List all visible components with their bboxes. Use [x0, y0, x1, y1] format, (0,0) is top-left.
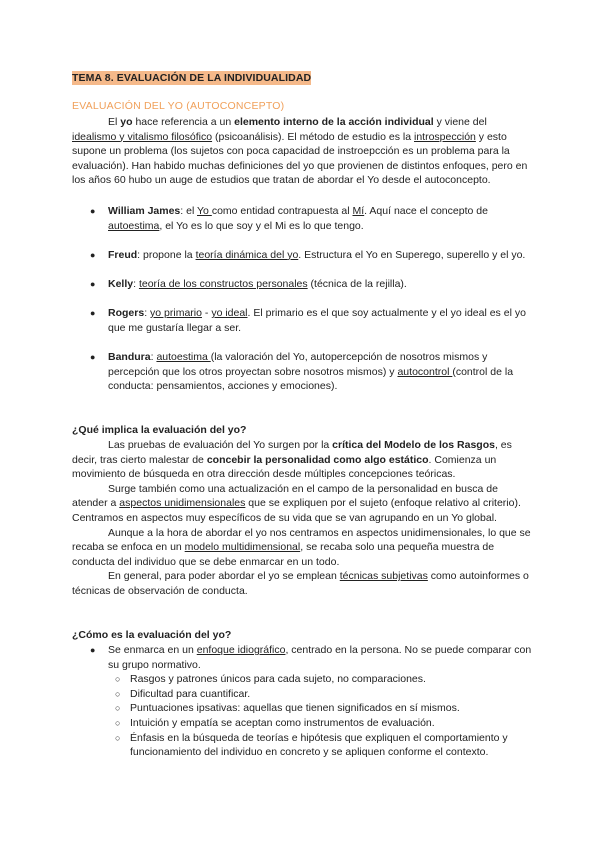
circle-bullet-icon: ○ [115, 688, 121, 699]
title-prefix: TEMA 8. [72, 72, 114, 84]
list-item-kelly: ● Kelly: teoría de los constructos personales (técnica de la rejilla). [90, 277, 407, 290]
circle-bullet-icon: ○ [115, 703, 121, 714]
paragraph-1: Las pruebas de evaluación del Yo surgen por la crítica del Modelo de los Rasgos, es decir, tras cierto malestar de concebir la personalidad como algo estático. Comienza un movimiento de búsqueda en otra dirección desde múltiples concepciones teóricas. [72, 439, 512, 481]
list-item-freud: ● Freud: propone la teoría dinámica del yo. Estructura el Yo en Superego, superello y el yo. [90, 248, 526, 261]
list-item-william-james: ● William James: el Yo como entidad contrapuesta al Mí. Aquí nace el concepto de autoestima, el Yo es lo que soy y el Mi es lo que tengo. [90, 205, 488, 232]
paragraph-3: Aunque a la hora de abordar el yo nos centramos en aspectos unidimensionales, lo que se recaba se enfoca en un modelo multidimensional, se recaba solo una pequeña muestra de conducta del individuo que se debe enmarcar en un todo. [72, 526, 531, 568]
page-title [72, 71, 311, 86]
sub-item: ○ Énfasis en la búsqueda de teorías e hipótesis que expliquen el comportamiento y funcionamiento del individuo en concreto y se apliquen conforme el contexto. [115, 731, 508, 759]
bullet-icon: ● [90, 249, 96, 260]
list-item-enfoque: ● Se enmarca en un enfoque idiográfico, centrado en la persona. No se puede comparar con su grupo normativo. [90, 644, 532, 671]
section-que-implica [72, 438, 532, 599]
bullet-icon: ● [90, 308, 96, 319]
circle-bullet-icon: ○ [115, 674, 121, 685]
list-item-rogers: ● Rogers: yo primario - yo ideal. El primario es el que soy actualmente y el yo ideal es el yo que me gustaría llegar a ser. [90, 307, 526, 334]
title-highlight [72, 71, 311, 85]
authors-list [72, 204, 532, 394]
section-como-es [72, 643, 532, 760]
paragraph-2: Surge también como una actualización en el campo de la personalidad en busca de atender a aspectos unidimensionales que se expliquen por el sujeto (enfoque relativo al criterio). Centramos en aspectos muy específicos de su vida que se van agrupando en un Yo global. [72, 482, 521, 524]
circle-bullet-icon: ○ [115, 732, 121, 743]
bullet-icon: ● [90, 206, 96, 216]
sub-item: ○ Rasgos y patrones únicos para cada sujeto, no comparaciones. [115, 673, 426, 686]
section-subtitle: EVALUACIÓN DEL YO (AUTOCONCEPTO) [72, 100, 285, 112]
bullet-icon: ● [90, 351, 96, 362]
paragraph-4: En general, para poder abordar el yo se emplean técnicas subjetivas como autoinformes o técnicas de observación de conducta. [72, 570, 529, 597]
sub-item: ○ Puntuaciones ipsativas: aquellas que tienen significados en sí mismos. [115, 702, 460, 715]
list-item-bandura: ● Bandura: autoestima (la valoración del Yo, autopercepción de nosotros mismos y percepción que los otros proyectan sobre nosotros mismos) y autocontrol (control de la conducta: pensamientos, acciones y emociones). [90, 350, 514, 393]
sub-item: ○ Dificultad para cuantificar. [115, 687, 251, 700]
sub-item: ○ Intuición y empatía se aceptan como instrumentos de evaluación. [115, 716, 435, 729]
circle-bullet-icon: ○ [115, 717, 121, 728]
title-text: EVALUACIÓN DE LA INDIVIDUALIDAD [116, 72, 312, 84]
bullet-icon: ● [90, 278, 96, 289]
heading-como-es: ¿Cómo es la evaluación del yo? [72, 629, 232, 641]
intro-paragraph: El yo hace referencia a un elemento interno de la acción individual y viene del idealismo y vitalismo filosófico (psicoanálisis). El método de estudio es la introspección y esto supone un problema (los sujetos con poca capacidad de instroepcción es un problema para la evaluación). Han habido muchas definiciones del yo que provienen de distintos enfoques, pero en los años 60 hubo un auge de estudios que tratan de abordar el Yo desde el autoconcepto. [72, 116, 528, 187]
bullet-icon: ● [90, 645, 96, 655]
heading-que-implica: ¿Qué implica la evaluación del yo? [72, 424, 247, 436]
